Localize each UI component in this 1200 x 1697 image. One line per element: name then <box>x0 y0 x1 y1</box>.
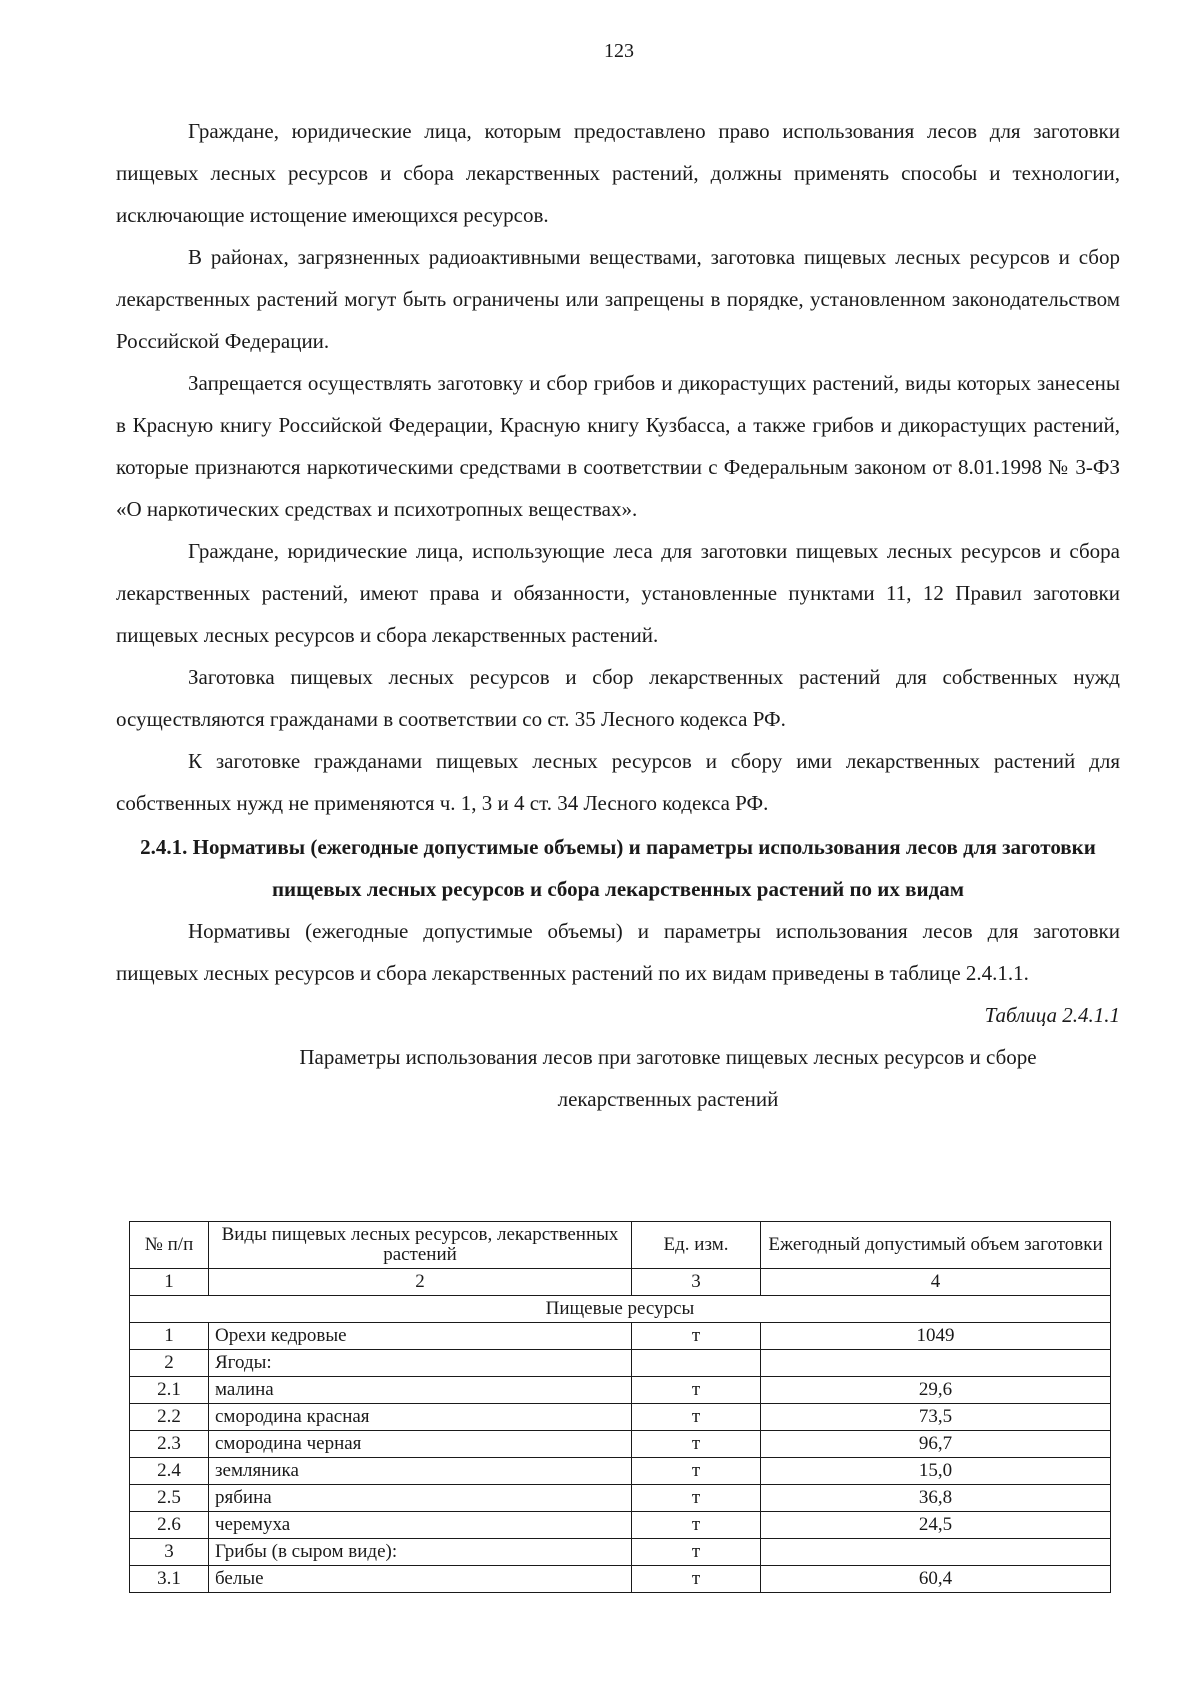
section-heading: 2.4.1. Нормативы (ежегодные допустимые объемы) и параметры использования лесов для заготовки пищевых лесных ресурсов и сбора лекарственных растений по их видам <box>140 835 1096 901</box>
paragraph-5: Заготовка пищевых лесных ресурсов и сбор лекарственных растений для собственных нужд осуществляются гражданами в соответствии со ст. 35 Лесного кодекса РФ. <box>116 665 1120 731</box>
cell-unit: т <box>632 1404 761 1431</box>
paragraph-6: К заготовке гражданами пищевых лесных ресурсов и сбору ими лекарственных растений для собственных нужд не применяются ч. 1, 3 и 4 ст. 34 Лесного кодекса РФ. <box>116 749 1120 815</box>
cell-name: смородина черная <box>209 1431 632 1458</box>
cell-name: черемуха <box>209 1512 632 1539</box>
cell-unit: т <box>632 1458 761 1485</box>
cell-unit: т <box>632 1431 761 1458</box>
cell-name: Ягоды: <box>209 1350 632 1377</box>
cell-volume <box>761 1539 1111 1566</box>
table-row <box>130 1566 1111 1593</box>
table-row <box>130 1458 1111 1485</box>
table-row <box>130 1377 1111 1404</box>
cell-volume: 36,8 <box>761 1485 1111 1512</box>
cell-num: 2.1 <box>130 1377 209 1404</box>
header-num: № п/п <box>130 1222 209 1269</box>
cell-unit: т <box>632 1566 761 1593</box>
table-row <box>130 1323 1111 1350</box>
cell-volume: 1049 <box>761 1323 1111 1350</box>
cell-name: смородина красная <box>209 1404 632 1431</box>
cell-name: Орехи кедровые <box>209 1323 632 1350</box>
table-caption-line-2: лекарственных растений <box>557 1087 779 1111</box>
cell-num: 2.4 <box>130 1458 209 1485</box>
table-row <box>130 1350 1111 1377</box>
cell-volume: 24,5 <box>761 1512 1111 1539</box>
cell-unit: т <box>632 1539 761 1566</box>
paragraph-2: В районах, загрязненных радиоактивными веществами, заготовка пищевых лесных ресурсов и сбор лекарственных растений могут быть ограничены или запрещены в порядке, установленном законодательством Российской Федерации. <box>116 245 1120 353</box>
table-row <box>130 1512 1111 1539</box>
column-number-3: 3 <box>632 1269 761 1296</box>
paragraph-1: Граждане, юридические лица, которым предоставлено право использования лесов для заготовки пищевых лесных ресурсов и сбора лекарственных растений, должны применять способы и технологии, исключающие истощение имеющихся ресурсов. <box>116 119 1120 227</box>
cell-name: белые <box>209 1566 632 1593</box>
cell-num: 3.1 <box>130 1566 209 1593</box>
cell-num: 2 <box>130 1350 209 1377</box>
cell-volume <box>761 1350 1111 1377</box>
cell-name: земляника <box>209 1458 632 1485</box>
document-body <box>116 110 1120 1120</box>
cell-volume: 73,5 <box>761 1404 1111 1431</box>
cell-num: 1 <box>130 1323 209 1350</box>
cell-num: 2.6 <box>130 1512 209 1539</box>
cell-num: 2.5 <box>130 1485 209 1512</box>
table-reference: Таблица 2.4.1.1 <box>984 1003 1120 1027</box>
paragraph-3: Запрещается осуществлять заготовку и сбор грибов и дикорастущих растений, виды которых занесены в Красную книгу Российской Федерации, Красную книгу Кузбасса, а также грибов и дикорастущих растений, которые признаются наркотическими средствами в соответствии с Федеральным законом от 8.01.1998 № 3-ФЗ «О наркотических средствах и психотропных веществах». <box>116 371 1120 521</box>
table-caption-line-1: Параметры использования лесов при заготовке пищевых лесных ресурсов и сборе <box>299 1045 1037 1069</box>
cell-unit: т <box>632 1323 761 1350</box>
cell-unit <box>632 1350 761 1377</box>
parameters-table <box>129 1221 1111 1593</box>
cell-volume: 15,0 <box>761 1458 1111 1485</box>
cell-name: Грибы (в сыром виде): <box>209 1539 632 1566</box>
group-row <box>130 1296 1111 1323</box>
cell-name: рябина <box>209 1485 632 1512</box>
table-row <box>130 1485 1111 1512</box>
table-row <box>130 1539 1111 1566</box>
column-number-row <box>130 1269 1111 1296</box>
table-row <box>130 1431 1111 1458</box>
group-label: Пищевые ресурсы <box>130 1296 1111 1323</box>
page-number: 123 <box>604 40 634 62</box>
table-row <box>130 1404 1111 1431</box>
cell-num: 3 <box>130 1539 209 1566</box>
cell-unit: т <box>632 1485 761 1512</box>
cell-volume: 60,4 <box>761 1566 1111 1593</box>
cell-num: 2.2 <box>130 1404 209 1431</box>
paragraph-4: Граждане, юридические лица, использующие леса для заготовки пищевых лесных ресурсов и сбора лекарственных растений, имеют права и обязанности, установленные пунктами 11, 12 Правил заготовки пищевых лесных ресурсов и сбора лекарственных растений. <box>116 539 1120 647</box>
header-unit: Ед. изм. <box>632 1222 761 1269</box>
table-header-row <box>130 1222 1111 1269</box>
column-number-2: 2 <box>209 1269 632 1296</box>
column-number-1: 1 <box>130 1269 209 1296</box>
cell-unit: т <box>632 1512 761 1539</box>
header-volume: Ежегодный допустимый объем заготовки <box>761 1222 1111 1269</box>
cell-volume: 96,7 <box>761 1431 1111 1458</box>
cell-num: 2.3 <box>130 1431 209 1458</box>
column-number-4: 4 <box>761 1269 1111 1296</box>
cell-volume: 29,6 <box>761 1377 1111 1404</box>
section-paragraph: Нормативы (ежегодные допустимые объемы) и параметры использования лесов для заготовки пищевых лесных ресурсов и сбора лекарственных растений по их видам приведены в таблице 2.4.1.1. <box>116 919 1120 985</box>
cell-name: малина <box>209 1377 632 1404</box>
cell-unit: т <box>632 1377 761 1404</box>
header-name: Виды пищевых лесных ресурсов, лекарственных растений <box>209 1222 632 1269</box>
